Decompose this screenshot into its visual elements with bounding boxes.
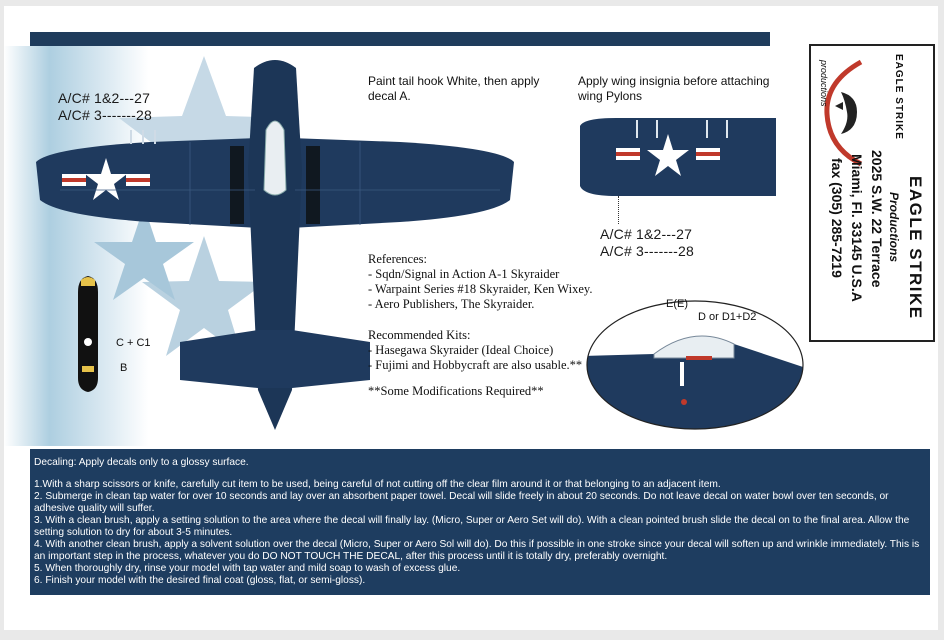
instructions-heading: Decaling: Apply decals only to a glossy surface. [34,457,249,468]
logo-subtitle: productions [819,60,829,107]
logo-title: EAGLE STRIKE [893,54,904,140]
wing-ac-number-line1: A/C# 1&2---27 [600,226,693,242]
cockpit-closeup [584,298,806,432]
company-city: Miami, Fl. 33145 U.S.A [849,154,865,302]
instructions-steps [34,479,922,587]
company-street: 2025 S.W. 22 Terrace [869,150,885,288]
callout-ee: E(E) [666,298,688,310]
callout-b: B [120,362,128,374]
tailhook-note-line1: Paint tail hook White, then apply [368,74,540,88]
instruction-step: 3. With a clean brush, apply a setting solution to the area where the decal will finally lay. (Micro, Super or Aero Set will do). With a clean pointed brush slide the decal on to the final area. Allow the setting solution to dry for about 3-5 minutes. [34,515,910,538]
kits-block [368,328,582,373]
instruction-step: 6. Finish your model with the desired final coat (gloss, flat, or semi-gloss). [34,575,366,586]
company-box [809,44,935,342]
references-title: References: [368,252,427,266]
wing-note-line2: wing Pylons [578,89,643,103]
wing-note-line1: Apply wing insignia before attaching [578,74,770,88]
company-name-sub: Productions [887,192,901,263]
instructions-panel [30,449,930,595]
reference-item: - Sqdn/Signal in Action A-1 Skyraider [368,267,560,281]
ac-number-line2: A/C# 3-------28 [58,107,153,123]
callout-d-d1-d2: D or D1+D2 [698,311,757,323]
decal-sheet [4,6,938,630]
tailhook-note-line2: decal A. [368,89,411,103]
instruction-step: 1.With a sharp scissors or knife, carefully cut item to be used, being careful of not cutting off the clear film around it or that belonging to an adjacent item. [34,479,721,490]
kits-title: Recommended Kits: [368,328,471,342]
instruction-step: 5. When thoroughly dry, rinse your model with tap water and mild soap to wash of excess glue. [34,563,461,574]
wing-ac-number-line2: A/C# 3-------28 [600,243,695,259]
callout-c-c1: C + C1 [116,337,151,349]
reference-item: - Aero Publishers, The Skyraider. [368,297,535,311]
kits-footnote: **Some Modifications Required** [368,384,544,398]
tailhook-note [368,74,539,104]
wing-leader-line [618,196,619,224]
kit-item: - Fujimi and Hobbycraft are also usable.** [368,358,583,372]
instruction-step: 4. With another clean brush, apply a solvent solution over the decal (Micro, Super or Aero Sol will do). Do this if possible in one stroke since your decal will soften up and wrinkle immediately. This is an important step in the process, whatever you do DO NOT TOUCH THE DECAL, after this process until it is totally dry, preferably overnight. [34,539,920,562]
kit-item: - Hasegawa Skyraider (Ideal Choice) [368,343,554,357]
top-banner [30,32,770,46]
company-fax: fax (305) 285-7219 [829,158,845,278]
drop-tank-drawing [76,274,100,394]
ac-number-line1: A/C# 1&2---27 [58,90,151,106]
company-name: EAGLE STRIKE [906,176,925,320]
wing-closeup [576,106,776,206]
wing-note [578,74,769,104]
references-block [368,252,592,312]
instruction-step: 2. Submerge in clean tap water for over 10 seconds and lay over an absorbent paper towel. Decal will slide freely in about 20 seconds. Do not leave decal on water bowl over ten seconds, or adhesive quality will suffer. [34,491,889,514]
reference-item: - Warpaint Series #18 Skyraider, Ken Wixey. [368,282,593,296]
